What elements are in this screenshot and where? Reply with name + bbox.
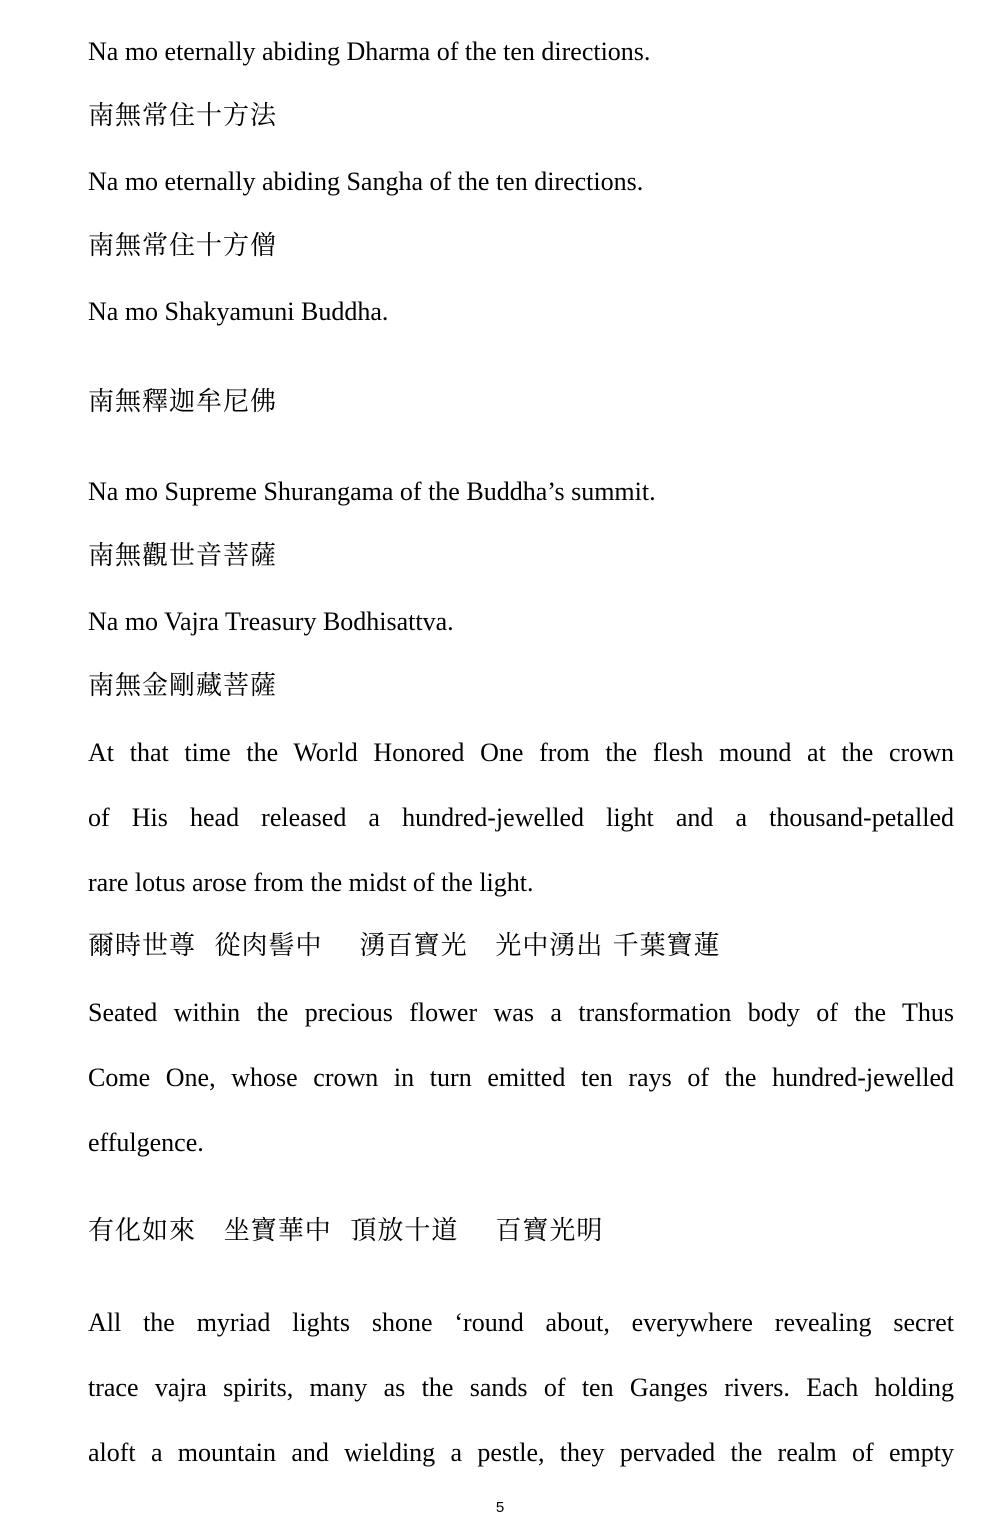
text-line: aloft a mountain and wielding a pestle, they pervaded the realm of empty xyxy=(88,1438,954,1467)
text-line: rare lotus arose from the midst of the light. xyxy=(88,868,534,897)
text-line-chinese: 南無常住十方法 xyxy=(88,101,278,131)
text-line-chinese: 南無金剛藏菩薩 xyxy=(88,671,278,701)
page-number: 5 xyxy=(495,1499,505,1516)
text-line-chinese: 南無釋迦牟尼佛 xyxy=(88,387,278,417)
text-line: Na mo eternally abiding Sangha of the ten directions. xyxy=(88,167,644,196)
text-line: At that time the World Honored One from the flesh mound at the crown xyxy=(88,738,954,767)
text-line-chinese: 南無常住十方僧 xyxy=(88,231,278,261)
text-line: Na mo Shakyamuni Buddha. xyxy=(88,297,389,326)
text-line-chinese: 爾時世尊 從肉髻中 湧百寶光 光中湧出 千葉寶蓮 xyxy=(88,931,721,961)
text-line: of His head released a hundred-jewelled light and a thousand-petalled xyxy=(88,803,954,832)
text-line: Come One, whose crown in turn emitted ten rays of the hundred-jewelled xyxy=(88,1063,954,1092)
text-line: Seated within the precious flower was a transformation body of the Thus xyxy=(88,998,954,1027)
text-line-chinese: 南無觀世音菩薩 xyxy=(88,541,278,571)
text-line: Na mo eternally abiding Dharma of the ten directions. xyxy=(88,37,651,66)
text-line-chinese: 有化如來 坐寶華中 頂放十道 百寶光明 xyxy=(88,1216,604,1246)
text-line: Na mo Supreme Shurangama of the Buddha’s summit. xyxy=(88,477,656,506)
text-line: All the myriad lights shone ‘round about, everywhere revealing secret xyxy=(88,1308,954,1337)
text-line: Na mo Vajra Treasury Bodhisattva. xyxy=(88,607,454,636)
text-line: effulgence. xyxy=(88,1128,204,1157)
text-line: trace vajra spirits, many as the sands of ten Ganges rivers. Each holding xyxy=(88,1373,954,1402)
